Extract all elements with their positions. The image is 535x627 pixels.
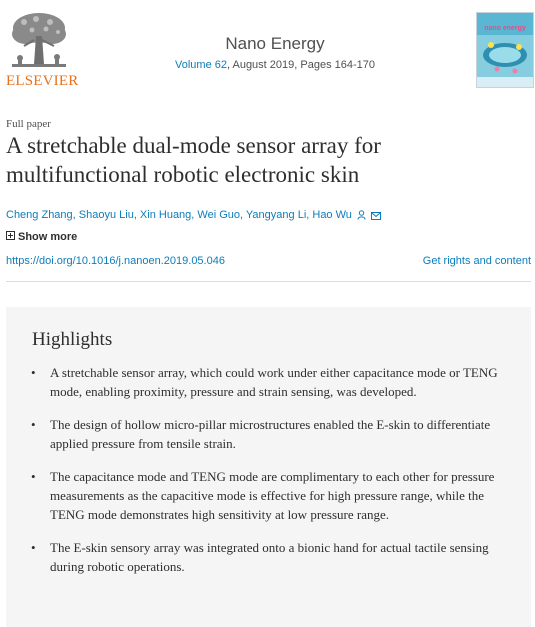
show-more-label: Show more — [18, 231, 78, 243]
highlights-section — [6, 307, 531, 627]
journal-meta — [150, 59, 400, 71]
cover-title: nano energy — [484, 25, 526, 32]
plus-box-icon — [6, 231, 15, 240]
journal-cover-image[interactable] — [476, 12, 534, 88]
doi-link[interactable]: https://doi.org/10.1016/j.nanoen.2019.05.046 — [6, 255, 225, 267]
author-list[interactable] — [6, 209, 381, 221]
volume-link[interactable]: Volume 62 — [175, 59, 227, 71]
show-more-toggle[interactable] — [6, 231, 77, 243]
header-divider — [6, 281, 531, 282]
rights-link[interactable]: Get rights and content — [422, 255, 531, 267]
elsevier-tree-logo-icon — [6, 10, 72, 72]
article-type: Full paper — [6, 118, 51, 130]
issue-info: , August 2019, Pages 164-170 — [226, 59, 375, 71]
journal-info — [150, 34, 400, 71]
author-names[interactable]: Cheng Zhang, Shaoyu Liu, Xin Huang, Wei Guo, Yangyang Li, Hao Wu — [6, 209, 352, 221]
highlight-text: The capacitance mode and TENG mode are complimentary to each other for pressure measurements as the capacitive mode is effective for high pressure range, while the TENG mode demonstrates high sensitivity at low pressure range. — [50, 469, 495, 522]
highlight-item: • The capacitance mode and TENG mode are complimentary to each other for pressure measurements as the capacitive mode is effective for high pressure range, while the TENG mode demonstrates high sensitivity at low pressure range. — [31, 469, 495, 522]
highlight-item: • A stretchable sensor array, which could work under either capacitance mode or TENG mode, enabling proximity, pressure and strain sensing, was developed. — [31, 365, 498, 399]
article-title: A stretchable dual-mode sensor array for multifunctional robotic electronic skin — [6, 133, 381, 187]
highlights-list — [30, 363, 508, 590]
cover-art — [477, 13, 533, 87]
highlight-text: The E-skin sensory array was integrated onto a bionic hand for actual tactile sensing during robotic operations. — [50, 540, 489, 574]
envelope-icon[interactable] — [371, 212, 381, 220]
highlight-text: The design of hollow micro-pillar microstructures enabled the E-skin to differentiate applied pressure from tensile strain. — [50, 417, 491, 451]
publisher-logo-text: ELSEVIER — [6, 73, 79, 89]
highlight-item: • The E-skin sensory array was integrated onto a bionic hand for actual tactile sensing during robotic operations. — [31, 540, 489, 574]
journal-title[interactable]: Nano Energy — [225, 34, 325, 53]
person-icon[interactable] — [357, 210, 366, 220]
highlights-title: Highlights — [32, 329, 113, 350]
elsevier-logo[interactable] — [6, 10, 79, 90]
highlight-text: A stretchable sensor array, which could work under either capacitance mode or TENG mode, enabling proximity, pressure and strain sensing, was developed. — [50, 365, 498, 399]
highlight-item: • The design of hollow micro-pillar microstructures enabled the E-skin to differentiate applied pressure from tensile strain. — [31, 417, 491, 451]
